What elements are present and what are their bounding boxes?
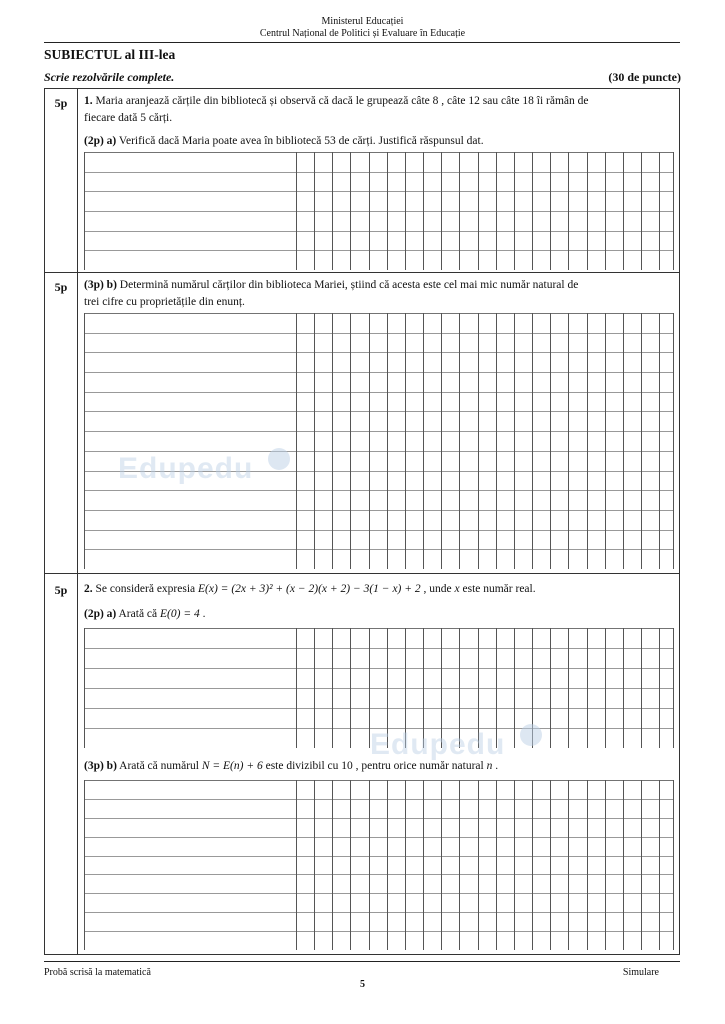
- problem-points: 5p: [54, 96, 68, 110]
- answer-grid-2b[interactable]: [84, 780, 674, 950]
- problem-2b-question: [84, 758, 674, 775]
- watermark: Edupedu: [118, 452, 254, 485]
- number: 5: [140, 112, 146, 124]
- points-column-divider: [77, 573, 78, 955]
- answer-grid-1a[interactable]: [84, 152, 674, 270]
- number: 18: [522, 95, 534, 107]
- total-points: (30 de puncte): [608, 70, 681, 84]
- statement-text: Se consideră expresia: [92, 583, 199, 595]
- statement-text: este număr real.: [459, 583, 536, 595]
- variable: x: [454, 583, 460, 595]
- problem-2-statement: [84, 581, 674, 598]
- part-text: .: [199, 608, 206, 620]
- part-label: (2p) a): [84, 135, 117, 147]
- problem-number: 2.: [84, 583, 93, 595]
- statement-text: , unde: [420, 583, 455, 595]
- header-rule: [44, 42, 680, 43]
- header-ministry: Ministerul Educației: [321, 16, 404, 27]
- part-label: (3p) b): [84, 760, 117, 772]
- problem-1a-question: [84, 133, 674, 150]
- problem-1b-question: [84, 277, 674, 311]
- part-text: trei cifre cu proprietățile din enunț.: [84, 296, 245, 308]
- part-text: Arată că: [116, 608, 161, 620]
- statement-text: sau câte: [479, 95, 523, 107]
- problem-points: 5p: [54, 280, 68, 294]
- problem-1-statement: [84, 93, 674, 127]
- points-column-divider: [77, 88, 78, 273]
- footer-right: Simulare: [622, 967, 659, 978]
- part-text: , pentru orice număr natural: [352, 760, 487, 772]
- statement-text: fiecare dată: [84, 112, 141, 124]
- footer-rule: [44, 961, 680, 962]
- instructions: Scrie rezolvările complete.: [44, 70, 175, 84]
- expression: E(x) = (2x + 3)² + (x − 2)(x + 2) − 3(1 − x) + 2: [198, 583, 421, 595]
- watermark-badge-icon: [520, 724, 542, 746]
- variable: n: [486, 760, 493, 772]
- header-center: Centrul Național de Politici și Evaluare în Educație: [259, 28, 466, 39]
- number: 8: [432, 95, 439, 107]
- watermark: Edupedu: [370, 728, 506, 761]
- grid-lines: [84, 152, 674, 270]
- expression: E(0) = 4: [160, 608, 200, 620]
- grid-lines: [84, 780, 674, 950]
- statement-text: îi rămân de: [533, 95, 589, 107]
- statement-text: , câte: [438, 95, 469, 107]
- footer-left: Probă scrisă la matematică: [44, 967, 151, 978]
- part-label: (2p) a): [84, 608, 117, 620]
- statement-text: Maria aranjează cărțile din bibliotecă și observă că dacă le grupează câte: [95, 95, 433, 107]
- statement-text: cărți.: [145, 112, 173, 124]
- part-text: de cărți. Justifică răspunsul dat.: [335, 135, 484, 147]
- number: 53: [324, 135, 336, 147]
- part-text: este divizibil cu: [262, 760, 342, 772]
- part-text: .: [492, 760, 499, 772]
- page-number: 5: [360, 979, 365, 990]
- part-text: Arată că numărul: [116, 760, 202, 772]
- number: 10: [341, 760, 353, 772]
- part-text: Determină numărul cărților din biblioteca Mariei, știind că acesta este cel mai mic număr natural de: [116, 279, 579, 291]
- answer-grid-1b[interactable]: [84, 313, 674, 569]
- points-column-divider: [77, 272, 78, 574]
- problem-points: 5p: [54, 583, 68, 597]
- problem-2a-question: [84, 606, 674, 623]
- part-label: (3p) b): [84, 279, 117, 291]
- part-text: Verifică dacă Maria poate avea în bibliotecă: [116, 135, 325, 147]
- section-title: SUBIECTUL al III-lea: [44, 47, 176, 62]
- expression: N = E(n) + 6: [201, 760, 263, 772]
- watermark-badge-icon: [268, 448, 290, 470]
- number: 12: [468, 95, 480, 107]
- grid-lines: [84, 313, 674, 569]
- problem-number: 1.: [84, 95, 93, 107]
